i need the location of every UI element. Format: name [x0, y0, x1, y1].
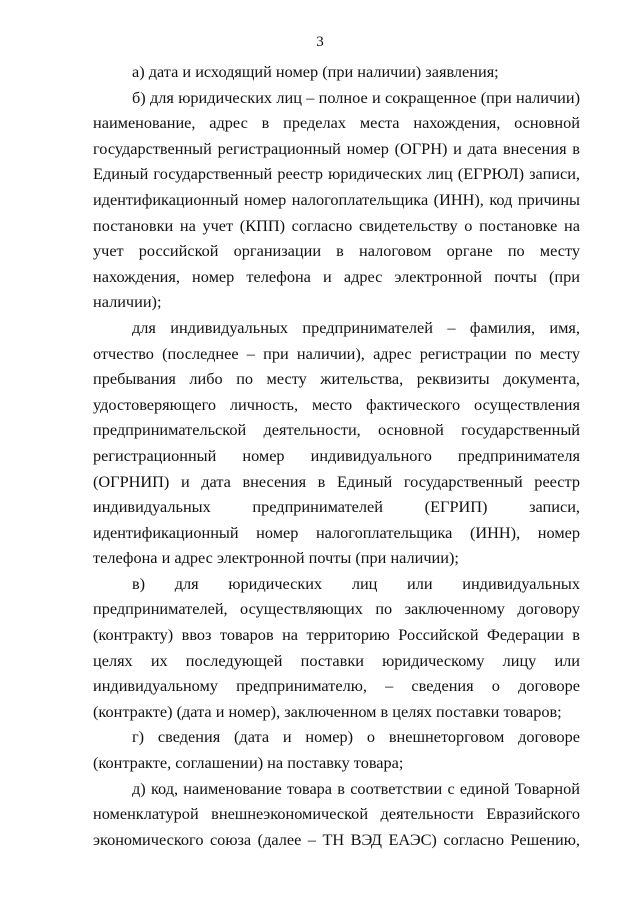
page-number: 3: [316, 34, 324, 50]
paragraph-individual-entrepreneurs: для индивидуальных предпринимателей – фамилия, имя, отчество (последнее – при наличии), адрес регистрации по месту пребывания либо по месту жительства, реквизиты документа, удостоверяющего личность, место фактического осуществления предпринимательской деятельности, основной государственный регистрационный номер индивидуального предпринимателя (ОГРНИП) и дата внесения в Единый государственный реестр индивидуальных предпринимателей (ЕГРИП) записи, идентификационный номер налогоплательщика (ИНН), номер телефона и адрес электронной почты (при наличии);: [93, 317, 580, 568]
paragraph-d-commodity-code: д) код, наименование товара в соответствии с единой Товарной номенклатурой внешнеэкономической деятельности Евразийского экономического союза (далее – ТН ВЭД ЕАЭС) согласно Решению,: [93, 778, 580, 849]
paragraph-v-import-contract: в) для юридических лиц или индивидуальных предпринимателей, осуществляющих по заключенному договору (контракту) ввоз товаров на территорию Российской Федерации в целях их последующей поставки юридическому лицу или индивидуальному предпринимателю, – сведения о договоре (контракте) (дата и номер), заключенном в целях поставки товаров;: [93, 573, 580, 721]
paragraph-g-foreign-trade-contract: г) сведения (дата и номер) о внешнеторговом договоре (контракте, соглашении) на поставку товара;: [93, 727, 580, 773]
paragraph-a-application-date: а) дата и исходящий номер (при наличии) заявления;: [132, 62, 499, 81]
paragraph-b-legal-entities: б) для юридических лиц – полное и сокращенное (при наличии) наименование, адрес в пределах места нахождения, основной государственный регистрационный номер (ОГРН) и дата внесения в Единый государственный реестр юридических лиц (ЕГРЮЛ) записи, идентификационный номер налогоплательщика (ИНН), код причины постановки на учет (КПП) согласно свидетельству о постановке на учет российской организации в налоговом органе по месту нахождения, номер телефона и адрес электронной почты (при наличии);: [93, 87, 580, 312]
document-body: [93, 59, 580, 852]
